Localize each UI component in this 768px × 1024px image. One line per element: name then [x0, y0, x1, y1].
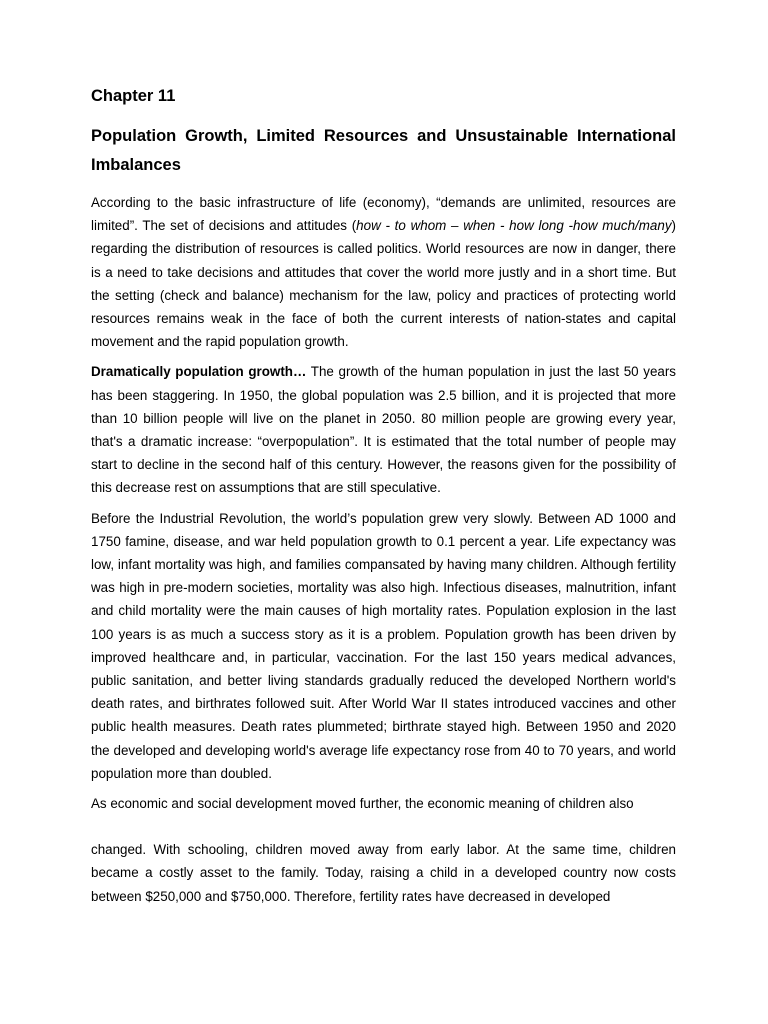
paragraph-intro-part-a: According to the basic infrastructure of life (economy), “demands are unlimited, resources are limited”. The set of decisions and attitudes ( [91, 195, 676, 234]
paragraph-population-growth-text: The growth of the human population in just the last 50 years has been staggering. In 1950, the global population was 2.5 billion, and it is projected that more than 10 billion people will live on the planet in 2050. 80 million people are growing every year, that's a dramatic increase: “overpopulation”. It is estimated that the total number of people may start to decline in the second half of this century. However, the reasons given for the possibility of this decrease rest on assumptions that are still speculative. [91, 364, 676, 496]
chapter-heading: Chapter 11 [91, 87, 176, 105]
paragraph-children-cost: changed. With schooling, children moved away from early labor. At the same time, children became a costly asset to the family. Today, raising a child in a developed country now costs between $250,000 and $750,000. Therefore, fertility rates have decreased in developed [91, 842, 676, 904]
chapter-title: Population Growth, Limited Resources and Unsustainable International Imbalances [91, 127, 676, 174]
paragraph-lead-heading: Dramatically population growth… [91, 364, 307, 380]
document-page [91, 84, 676, 915]
paragraph-intro [91, 191, 676, 353]
paragraph-intro-part-b: ) regarding the distribution of resources is called politics. World resources are now in danger, there is a need to take decisions and attitudes that cover the world more justly and in a short time. But the setting (check and balance) mechanism for the law, policy and practices of protecting world resources remains weak in the face of both the current interests of nation-states and capital movement and the rapid population growth. [91, 218, 676, 350]
paragraph-intro-italic: how - to whom – when - how long -how much/many [356, 218, 672, 234]
paragraph-industrial-revolution: Before the Industrial Revolution, the world’s population grew very slowly. Between AD 1000 and 1750 famine, disease, and war held population growth to 0.1 percent a year. Life expectancy was low, infant mortality was high, and families compansated by having many children. Although fertility was high in pre-modern societies, mortality was also high. Infectious diseases, malnutrition, infant and child mortality were the main causes of high mortality rates. Population explosion in the last 100 years is as much a success story as it is a problem. Population growth has been driven by improved healthcare and, in particular, vaccination. For the last 150 years medical advances, public sanitation, and better living standards gradually reduced the developed Northern world's death rates, and birthrates followed suit. After World War II states introduced vaccines and other public health measures. Death rates plummeted; birthrate stayed high. Between 1950 and 2020 the developed and developing world's average life expectancy rose from 40 to 70 years, and world population more than doubled. [91, 510, 676, 781]
paragraph-gap [91, 822, 676, 838]
paragraph-economic-development: As economic and social development moved further, the economic meaning of children also [91, 796, 634, 812]
paragraph-population-growth [91, 360, 676, 499]
